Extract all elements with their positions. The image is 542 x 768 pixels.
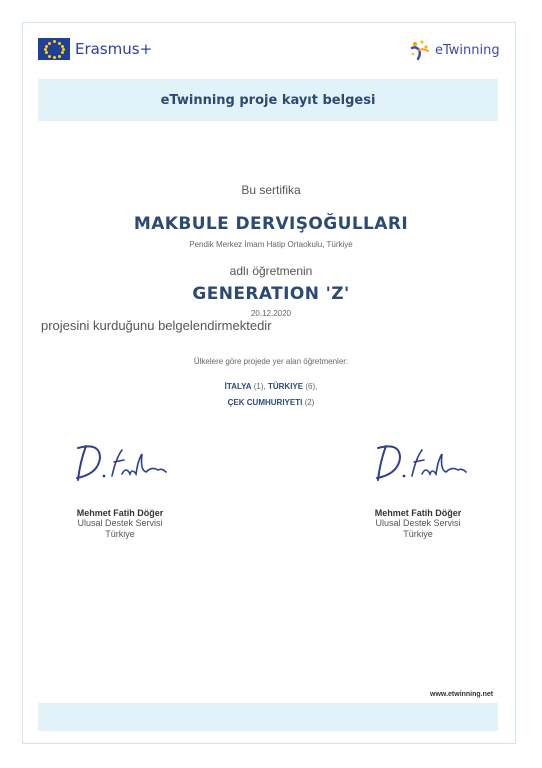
country-count: (6),	[305, 382, 318, 391]
signer-country: Türkiye	[105, 529, 135, 539]
signer-role: Ulusal Destek Servisi	[375, 518, 461, 528]
country-name: ÇEK CUMHURIYETI	[227, 398, 303, 407]
signer-country: Türkiye	[403, 529, 433, 539]
signature-block-left	[40, 508, 200, 540]
erasmus-logo	[38, 38, 152, 60]
website-link[interactable]: www.etwinning.net	[430, 691, 494, 698]
country-name: TÜRKIYE	[267, 382, 304, 391]
project-name: GENERATION 'Z'	[192, 284, 350, 304]
signature-icon	[372, 440, 472, 485]
etwinning-figure-icon	[408, 38, 432, 62]
countries-line-2	[0, 398, 542, 407]
eu-flag-icon	[38, 38, 70, 60]
teacher-name: MAKBULE DERVIŞOĞULLARI	[133, 214, 409, 234]
signature-block-right	[338, 508, 498, 540]
signer-name: Mehmet Fatih Döğer	[374, 508, 462, 518]
etwinning-logo	[408, 38, 500, 62]
project-date: 20.12.2020	[250, 309, 292, 318]
description-text: projesini kurduğunu belgelendirmektedir	[41, 318, 272, 333]
signer-role: Ulusal Destek Servisi	[77, 518, 163, 528]
footer-band	[38, 703, 498, 731]
intro-text: Bu sertifika	[241, 183, 301, 197]
title-band	[38, 79, 498, 121]
country-count: (2)	[304, 398, 315, 407]
signature-icon	[72, 440, 172, 485]
etwinning-label: eTwinning	[435, 42, 500, 58]
certificate-title: eTwinning proje kayıt belgesi	[160, 92, 376, 108]
school-name: Pendik Merkez İmam Hatip Ortaokulu, Türkiye	[189, 240, 353, 249]
country-count: (1),	[253, 382, 266, 391]
countries-title: Ülkelere göre projede yer alan öğretmenler:	[193, 357, 349, 366]
teacher-label: adlı öğretmenin	[229, 264, 313, 278]
signer-name: Mehmet Fatih Döğer	[76, 508, 164, 518]
erasmus-label: Erasmus+	[75, 40, 153, 58]
country-name: İTALYA	[224, 382, 252, 391]
countries-line-1	[0, 382, 542, 391]
